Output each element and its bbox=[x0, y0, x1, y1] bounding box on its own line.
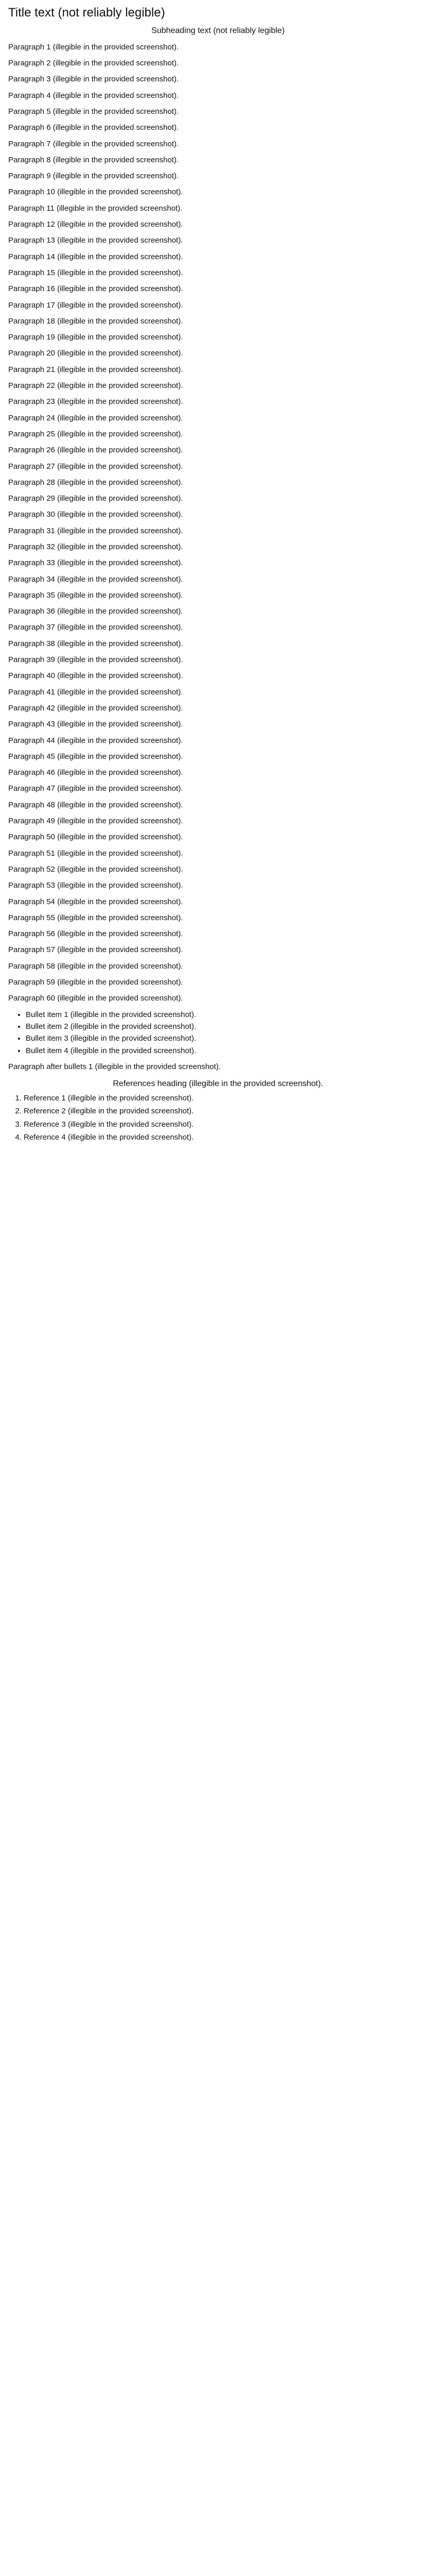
body-paragraph: Paragraph 59 (illegible in the provided screenshot). bbox=[8, 978, 183, 987]
body-paragraph: Paragraph 45 (illegible in the provided screenshot). bbox=[8, 752, 183, 761]
page-subheading: Subheading text (not reliably legible) bbox=[151, 26, 285, 35]
body-paragraph: Paragraph 31 (illegible in the provided screenshot). bbox=[8, 526, 183, 535]
body-paragraph: Paragraph 36 (illegible in the provided screenshot). bbox=[8, 607, 183, 616]
body-paragraph: Paragraph 11 (illegible in the provided screenshot). bbox=[8, 204, 183, 213]
body-paragraph: Paragraph 6 (illegible in the provided screenshot). bbox=[8, 123, 179, 132]
body-paragraph: Paragraph 44 (illegible in the provided screenshot). bbox=[8, 736, 183, 745]
body-paragraph: Paragraph 16 (illegible in the provided screenshot). bbox=[8, 284, 183, 294]
body-paragraph: Paragraph 17 (illegible in the provided screenshot). bbox=[8, 300, 183, 310]
body-paragraph: Paragraph 28 (illegible in the provided screenshot). bbox=[8, 478, 183, 487]
body-paragraph: Paragraph 5 (illegible in the provided screenshot). bbox=[8, 107, 179, 116]
reference-item: 3. Reference 3 (illegible in the provided screenshot). bbox=[24, 1119, 428, 1130]
body-paragraph: Paragraph 7 (illegible in the provided screenshot). bbox=[8, 139, 179, 148]
body-paragraph: Paragraph 53 (illegible in the provided screenshot). bbox=[8, 881, 183, 890]
body-paragraph: Paragraph 49 (illegible in the provided screenshot). bbox=[8, 817, 183, 826]
body-paragraph: Paragraph 23 (illegible in the provided screenshot). bbox=[8, 397, 183, 406]
references-list bbox=[8, 1093, 428, 1143]
body-paragraph: Paragraph 13 (illegible in the provided screenshot). bbox=[8, 236, 183, 245]
body-paragraph: Paragraph 43 (illegible in the provided screenshot). bbox=[8, 720, 183, 729]
body-paragraph: Paragraph 30 (illegible in the provided screenshot). bbox=[8, 510, 183, 519]
page-title: Title text (not reliably legible) bbox=[8, 6, 165, 20]
body-paragraph: Paragraph 46 (illegible in the provided screenshot). bbox=[8, 768, 183, 777]
article-body bbox=[8, 42, 428, 1143]
body-paragraph: Paragraph 50 (illegible in the provided screenshot). bbox=[8, 833, 183, 842]
bullet-item: • Bullet item 1 (illegible in the provided screenshot). bbox=[26, 1009, 428, 1020]
body-paragraph: Paragraph 48 (illegible in the provided screenshot). bbox=[8, 800, 183, 809]
body-paragraph: Paragraph 24 (illegible in the provided screenshot). bbox=[8, 413, 183, 422]
body-paragraph: Paragraph 29 (illegible in the provided screenshot). bbox=[8, 494, 183, 503]
body-paragraph: Paragraph 8 (illegible in the provided screenshot). bbox=[8, 155, 179, 164]
body-paragraph: Paragraph 2 (illegible in the provided screenshot). bbox=[8, 59, 179, 68]
bullet-item: • Bullet item 2 (illegible in the provided screenshot). bbox=[26, 1021, 428, 1032]
body-paragraph: Paragraph 21 (illegible in the provided screenshot). bbox=[8, 365, 183, 374]
body-paragraph: Paragraph 33 (illegible in the provided screenshot). bbox=[8, 558, 183, 568]
body-paragraph: Paragraph 47 (illegible in the provided screenshot). bbox=[8, 784, 183, 793]
body-paragraph: Paragraph 42 (illegible in the provided screenshot). bbox=[8, 703, 183, 713]
references-heading: References heading (illegible in the provided screenshot). bbox=[113, 1079, 323, 1089]
body-paragraph: Paragraph 57 (illegible in the provided screenshot). bbox=[8, 945, 183, 955]
reference-item: 2. Reference 2 (illegible in the provided screenshot). bbox=[24, 1106, 428, 1116]
body-paragraph: Paragraph 15 (illegible in the provided screenshot). bbox=[8, 268, 183, 277]
body-paragraph: Paragraph 38 (illegible in the provided screenshot). bbox=[8, 639, 183, 648]
body-paragraph: Paragraph 27 (illegible in the provided screenshot). bbox=[8, 462, 183, 471]
body-paragraph: Paragraph 32 (illegible in the provided screenshot). bbox=[8, 543, 183, 551]
body-paragraph: Paragraph 54 (illegible in the provided screenshot). bbox=[8, 897, 183, 906]
body-paragraph: Paragraph 18 (illegible in the provided screenshot). bbox=[8, 316, 183, 326]
body-paragraph: Paragraph 51 (illegible in the provided screenshot). bbox=[8, 849, 183, 858]
body-paragraph: Paragraph 60 (illegible in the provided screenshot). bbox=[8, 994, 183, 1003]
reference-item: 4. Reference 4 (illegible in the provided screenshot). bbox=[24, 1132, 428, 1143]
body-paragraph: Paragraph 35 (illegible in the provided screenshot). bbox=[8, 590, 183, 600]
reference-item: 1. Reference 1 (illegible in the provided screenshot). bbox=[24, 1093, 428, 1104]
body-paragraph: Paragraph 39 (illegible in the provided screenshot). bbox=[8, 655, 183, 665]
bullet-item: • Bullet item 3 (illegible in the provided screenshot). bbox=[26, 1033, 428, 1044]
body-paragraph: Paragraph 56 (illegible in the provided screenshot). bbox=[8, 929, 183, 939]
body-paragraph: Paragraph 10 (illegible in the provided screenshot). bbox=[8, 188, 183, 197]
body-paragraph: Paragraph after bullets 1 (illegible in the provided screenshot). bbox=[8, 1062, 221, 1071]
body-paragraph: Paragraph 52 (illegible in the provided screenshot). bbox=[8, 865, 183, 874]
body-paragraph: Paragraph 34 (illegible in the provided screenshot). bbox=[8, 574, 183, 584]
body-paragraph: Paragraph 25 (illegible in the provided screenshot). bbox=[8, 429, 183, 438]
bullet-list bbox=[8, 1009, 428, 1056]
body-paragraph: Paragraph 19 (illegible in the provided screenshot). bbox=[8, 333, 183, 342]
body-paragraph: Paragraph 3 (illegible in the provided screenshot). bbox=[8, 75, 179, 84]
body-paragraph: Paragraph 4 (illegible in the provided screenshot). bbox=[8, 91, 179, 100]
body-paragraph: Paragraph 9 (illegible in the provided screenshot). bbox=[8, 172, 179, 181]
bullet-item: • Bullet item 4 (illegible in the provided screenshot). bbox=[26, 1045, 428, 1056]
body-paragraph: Paragraph 41 (illegible in the provided screenshot). bbox=[8, 687, 183, 697]
body-paragraph: Paragraph 40 (illegible in the provided screenshot). bbox=[8, 671, 183, 681]
body-paragraph: Paragraph 55 (illegible in the provided screenshot). bbox=[8, 913, 183, 922]
body-paragraph: Paragraph 26 (illegible in the provided screenshot). bbox=[8, 446, 183, 455]
body-paragraph: Paragraph 1 (illegible in the provided screenshot). bbox=[8, 42, 179, 52]
body-paragraph: Paragraph 14 (illegible in the provided screenshot). bbox=[8, 252, 183, 261]
body-paragraph: Paragraph 22 (illegible in the provided screenshot). bbox=[8, 381, 183, 391]
body-paragraph: Paragraph 20 (illegible in the provided screenshot). bbox=[8, 349, 183, 358]
body-paragraph: Paragraph 58 (illegible in the provided screenshot). bbox=[8, 961, 183, 971]
body-paragraph: Paragraph 12 (illegible in the provided screenshot). bbox=[8, 220, 183, 229]
body-paragraph: Paragraph 37 (illegible in the provided screenshot). bbox=[8, 623, 183, 632]
